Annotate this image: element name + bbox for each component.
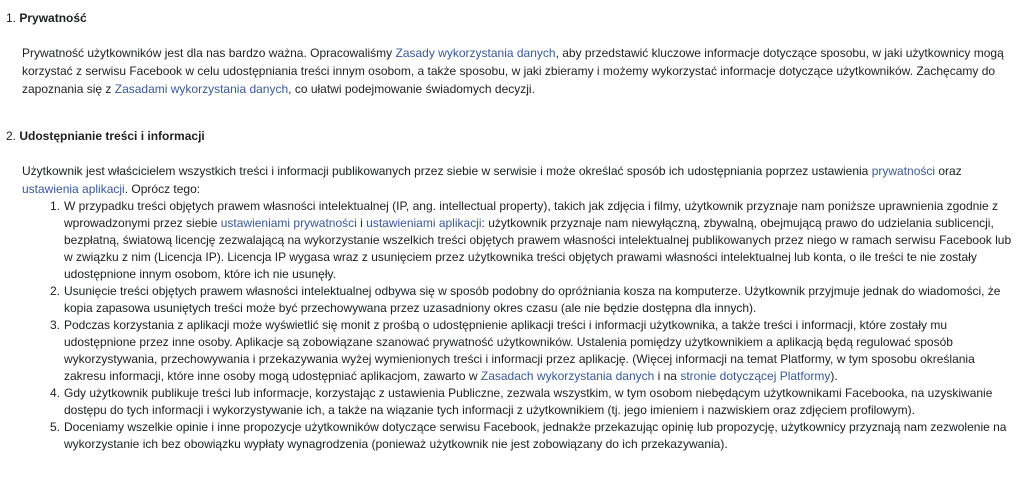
app-settings-link[interactable]: ustawienia aplikacji [22, 182, 125, 196]
list-item [50, 385, 1016, 419]
list-item [50, 317, 1016, 385]
text: W przypadku treści objętych prawem własności intelektualnej (IP, ang. intellectual property), takich jak zdjęcia i filmy, użytkownik przyznaje nam poniższe uprawnienia zgodnie z wprowadzonymi przez siebie [64, 199, 998, 230]
text: , co ułatwi podejmowanie świadomych decyzji. [288, 82, 535, 96]
sharing-list [6, 198, 1016, 453]
section-heading [6, 10, 1016, 26]
list-item [50, 283, 1016, 317]
text: oraz [935, 164, 962, 178]
list-number: 4. [50, 386, 61, 400]
text: Usunięcie treści objętych prawem własności intelektualnej odbywa się w sposób podobny do opróżniania kosza na komputerze. Użytkownik przyjmuje jednak do wiadomości, że kopia zapasowa usuniętych treści może być przechowywana przez uzasadniony okres czasu (ale nie będzie dostępna dla innych). [64, 284, 1001, 315]
privacy-paragraph [22, 44, 1016, 98]
text: i na [654, 369, 681, 383]
text: Prywatność użytkowników jest dla nas bardzo ważna. Opracowaliśmy [22, 46, 396, 60]
text: Użytkownik jest właścicielem wszystkich treści i informacji publikowanych przez siebie w serwisie i może określać sposób ich udostępniania poprzez ustawienia [22, 164, 872, 178]
text: Doceniamy wszelkie opinie i inne propozycje użytkowników dotyczące serwisu Facebook, jednakże przekazując opinię lub propozycję, użytkownicy przyznają nam zezwolenie na wykorzystanie ich bez obowiązku wypłaty wynagrodzenia (ponieważ użytkownik nie jest zobowiązany do ich przekazywania). [64, 420, 1007, 451]
text: Gdy użytkownik publikuje treści lub informacje, korzystając z ustawienia Publiczne, zezwala wszystkim, w tym osobom niebędącym użytkownikami Facebooka, na uzyskiwanie dostępu do tych informacji i wykorzystywanie ich, a także na wiązanie tych informacji z użytkownikiem (tj. jego imieniem i nazwiskiem oraz zdjęciem profilowym). [64, 386, 993, 417]
section-title: Prywatność [19, 11, 87, 25]
list-number: 1. [50, 199, 61, 213]
sharing-intro [22, 162, 1016, 198]
section-number: 1. [6, 11, 17, 25]
section-title: Udostępnianie treści i informacji [19, 129, 205, 143]
section-sharing [6, 128, 1016, 453]
text: , aby przedstawić kluczowe informacje dotyczące sposobu, w jaki użytkownicy mogą korzystać z serwisu Facebook w celu udostępniania treści innym osobom, a także sposobu, w jaki zbieramy i możemy wykorzystać informacje dotyczące użytkowników. Zachęcamy do zapoznania się z [22, 46, 1004, 96]
list-number: 3. [50, 318, 61, 332]
section-privacy [6, 10, 1016, 98]
text: i [356, 216, 367, 230]
text: : użytkownik przyznaje nam niewyłączną, zbywalną, obejmującą prawo do udzielania sublicencji, bezpłatną, światową licencję zezwalającą na wykorzystanie wszelkich treści objętych prawem własności intelektualnej publikowanych przez niego w ramach serwisu Facebook lub w związku z nim (Licencja IP). Licencja IP wygasa wraz z usunięciem przez użytkownika treści objętych prawami własności intelektualnej lub konta, o ile treści te nie zostały udostępnione innym osobom, które ich nie usunęły. [64, 216, 1012, 281]
privacy-settings-link[interactable]: prywatności [871, 164, 936, 178]
privacy-settings-link[interactable]: ustawieniami prywatności [220, 216, 357, 230]
text: . Oprócz tego: [124, 182, 201, 196]
data-policy-link[interactable]: Zasady wykorzystania danych [395, 46, 556, 60]
data-policy-link[interactable]: Zasadach wykorzystania danych [480, 369, 655, 383]
list-number: 2. [50, 284, 61, 298]
platform-page-link[interactable]: stronie dotyczącej Platformy [680, 369, 831, 383]
list-number: 5. [50, 420, 61, 434]
list-item [50, 419, 1016, 453]
section-number: 2. [6, 129, 17, 143]
text: ). [830, 369, 838, 383]
section-heading [6, 128, 1016, 144]
data-policy-link-2[interactable]: Zasadami wykorzystania danych [114, 82, 289, 96]
text: Podczas korzystania z aplikacji może wyświetlić się monit z prośbą o udostępnienie aplikacji treści i informacji użytkownika, a także treści i informacji, które zostały mu udostępnione przez inne osoby. Aplikacje są zobowiązane szanować prywatność użytkowników. Ustalenia pomiędzy użytkownikiem a aplikacją będą regulować sposób wykorzystywania, przechowywania i przekazywania wyżej wymienionych treści i informacji przez aplikację. (Więcej informacji na temat Platformy, w tym sposobu określania zakresu informacji, które inne osoby mogą udostępniać aplikacjom, zawarto w [64, 318, 975, 383]
app-settings-link[interactable]: ustawieniami aplikacji [366, 216, 482, 230]
list-item [50, 198, 1016, 283]
